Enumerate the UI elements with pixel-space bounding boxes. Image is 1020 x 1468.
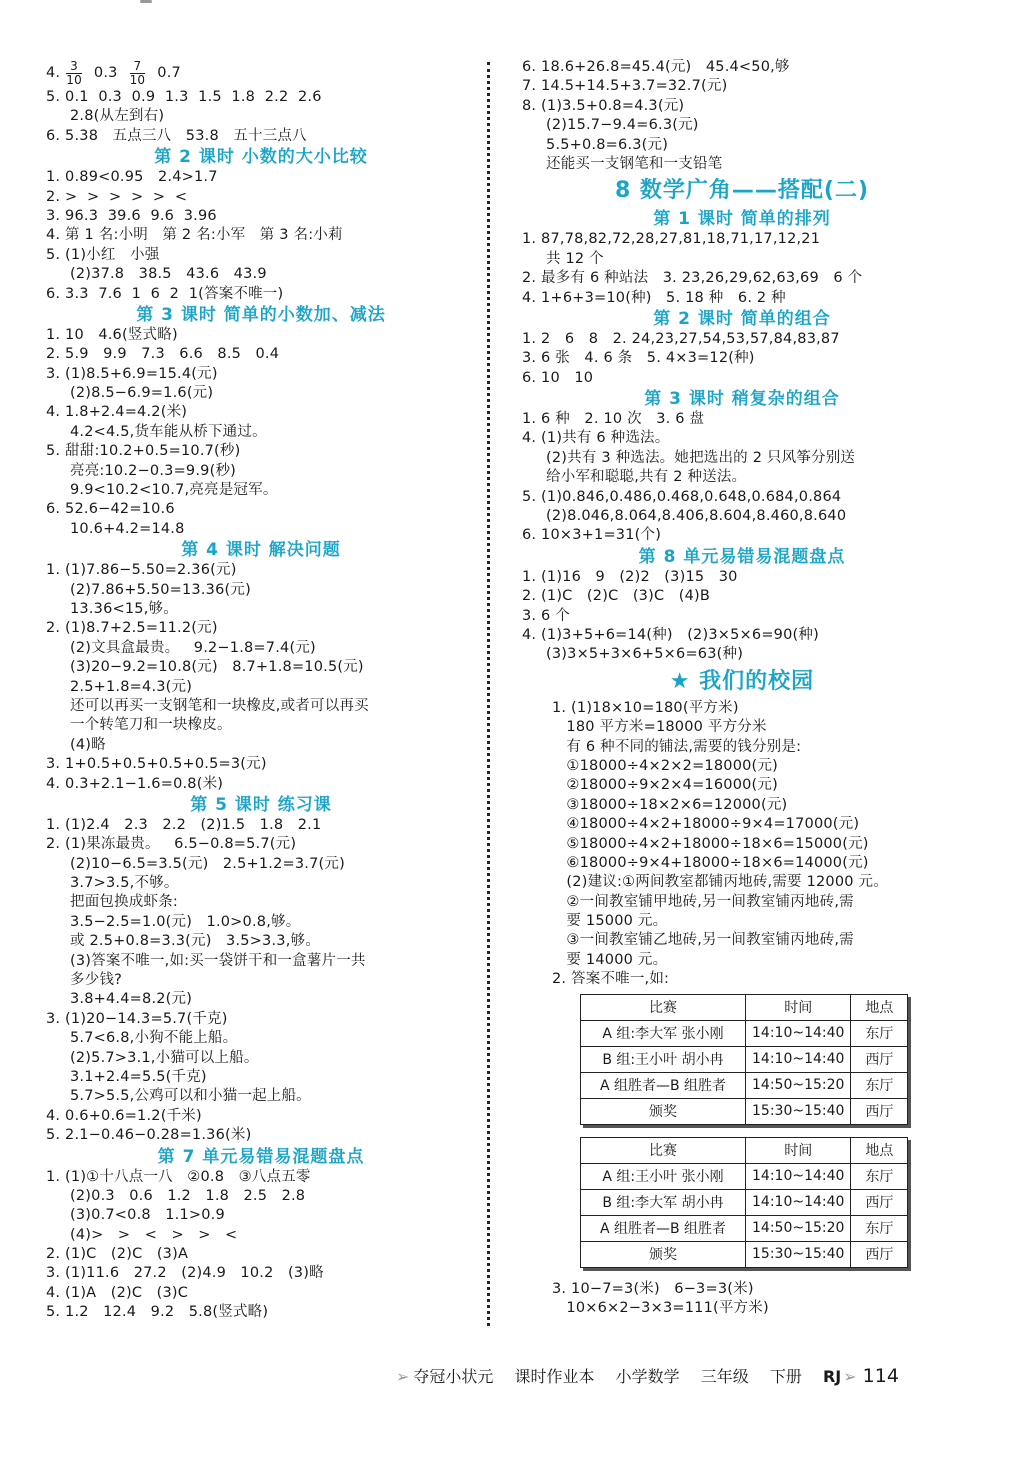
- table-cell: 西厅: [851, 1098, 908, 1124]
- fraction-numerator: 7: [130, 60, 146, 74]
- table-cell: 14:10~14:40: [746, 1163, 851, 1189]
- answer-line: 给小军和聪聪,共有 2 种送法。: [546, 469, 747, 486]
- section-heading: 第 3 课时 稍复杂的组合: [644, 389, 840, 410]
- answer-line: 3.7>3.5,不够。: [70, 875, 179, 892]
- answer-line: ②18000÷9×2×4=16000(元): [552, 777, 778, 794]
- table-row: [581, 1215, 908, 1241]
- table-header-cell: 地点: [851, 1137, 908, 1163]
- answer-line: 或 2.5+0.8=3.3(元) 3.5>3.3,够。: [70, 933, 320, 950]
- table-cell: A 组:王小叶 张小刚: [581, 1163, 746, 1189]
- answer-line: (3)3×5+3×6+5×6=63(种): [546, 646, 744, 663]
- answer-line: 1. 10 4.6(竖式略): [46, 326, 178, 343]
- answer-line: 3.8+4.4=8.2(元): [70, 991, 193, 1008]
- answer-line: 4.2<4.5,货车能从桥下通过。: [70, 423, 267, 440]
- table-row: [581, 1020, 908, 1046]
- table-row: [581, 1072, 908, 1098]
- answer-line: 3. (1)20−14.3=5.7(千克): [46, 1010, 228, 1027]
- answer-line: 5. 0.1 0.3 0.9 1.3 1.5 1.8 2.2 2.6: [46, 89, 322, 105]
- answer-line: ⑥18000÷9×4+18000÷18×6=14000(元): [552, 854, 869, 871]
- fraction-denominator: 10: [66, 72, 82, 87]
- answer-line: 2.8(从左到右): [70, 108, 165, 125]
- answer-line: [46, 58, 476, 88]
- section-heading: 第 4 课时 解决问题: [181, 540, 341, 561]
- answer-line: 10.6+4.2=14.8: [70, 520, 185, 537]
- table-cell: A 组胜者—B 组胜者: [581, 1215, 746, 1241]
- answer-line: 5.7<6.8,小狗不能上船。: [70, 1030, 238, 1047]
- table-cell: 14:10~14:40: [746, 1189, 851, 1215]
- table-cell: 颁奖: [581, 1098, 746, 1124]
- answer-line: (2)37.8 38.5 43.6 43.9: [70, 266, 267, 283]
- table-cell: 西厅: [851, 1241, 908, 1267]
- answer-line: 4. (1)A (2)C (3)C: [46, 1284, 189, 1301]
- answer-line: 8. (1)3.5+0.8=4.3(元): [522, 97, 685, 114]
- answer-line: 6. 3.3 7.6 1 6 2 1(答案不唯一): [46, 285, 284, 302]
- table-header-cell: 地点: [851, 994, 908, 1020]
- table-cell: 15:30~15:40: [746, 1098, 851, 1124]
- fraction: [66, 60, 82, 87]
- answer-line: ③18000÷18×2×6=12000(元): [552, 796, 788, 813]
- answer-line: 5. (1)小红 小强: [46, 246, 160, 263]
- table-cell: 西厅: [851, 1046, 908, 1072]
- answer-line: 2. (1)8.7+2.5=11.2(元): [46, 620, 218, 637]
- table-cell: 颁奖: [581, 1241, 746, 1267]
- answer-line: 1. (1)18×10=180(平方米): [552, 699, 739, 716]
- answer-line: 3. 6 个: [522, 607, 570, 624]
- answer-line: 6. 10×3+1=31(个): [522, 527, 662, 544]
- answer-line: ①18000÷4×2×2=18000(元): [552, 757, 778, 774]
- answer-line: 3. 10−7=3(米) 6−3=3(米): [552, 1280, 754, 1297]
- schedule-table: [580, 994, 908, 1125]
- answer-line: (3)20−9.2=10.8(元) 8.7+1.8=10.5(元): [70, 659, 364, 676]
- table-row: [581, 1098, 908, 1124]
- answer-line: ⑤18000÷4×2+18000÷18×6=15000(元): [552, 835, 869, 852]
- table-row: [581, 1241, 908, 1267]
- footer-brand: 夺冠小状元: [413, 1367, 494, 1386]
- answer-line: (2)8.5−6.9=1.6(元): [70, 385, 214, 402]
- table-cell: 14:10~14:40: [746, 1046, 851, 1072]
- table-cell: B 组:王小叶 胡小冉: [581, 1046, 746, 1072]
- answer-line: 3.5−2.5=1.0(元) 1.0>0.8,够。: [70, 913, 301, 930]
- answer-line: 2.5+1.8=4.3(元): [70, 678, 193, 695]
- fraction-numerator: 3: [66, 60, 82, 74]
- table-cell: 东厅: [851, 1072, 908, 1098]
- table-header-row: [581, 994, 908, 1020]
- table-cell: A 组:李大军 张小刚: [581, 1020, 746, 1046]
- answer-line: 3.1+2.4=5.5(千克): [70, 1068, 207, 1085]
- table-header-cell: 比赛: [581, 994, 746, 1020]
- answer-line: 5. (1)0.846,0.486,0.468,0.648,0.684,0.864: [522, 488, 842, 505]
- table-header-cell: 比赛: [581, 1137, 746, 1163]
- answer-line: ④18000÷4×2+18000÷9×4=17000(元): [552, 816, 860, 833]
- table-row: [581, 1163, 908, 1189]
- answer-line: 4. 0.6+0.6=1.2(千米): [46, 1107, 202, 1124]
- answer-line: 2. 最多有 6 种站法 3. 23,26,29,62,63,69 6 个: [522, 270, 863, 287]
- answer-line: 4. 1.8+2.4=4.2(米): [46, 404, 188, 421]
- answer-line: 1. (1)7.86−5.50=2.36(元): [46, 562, 237, 579]
- answer-line: 3. 6 张 4. 6 条 5. 4×3=12(种): [522, 350, 755, 367]
- answer-line: 5. 甜甜:10.2+0.5=10.7(秒): [46, 443, 241, 460]
- left-column: [46, 58, 476, 1323]
- answer-line: 4. (1)3+5+6=14(种) (2)3×5×6=90(种): [522, 626, 819, 643]
- answer-line: 1. 2 6 8 2. 24,23,27,54,53,57,84,83,87: [522, 330, 840, 347]
- table-cell: 东厅: [851, 1163, 908, 1189]
- answer-line: 1. (1)2.4 2.3 2.2 (2)1.5 1.8 2.1: [46, 816, 322, 833]
- footer-subject: 小学数学: [615, 1367, 680, 1386]
- table-cell: 14:50~15:20: [746, 1072, 851, 1098]
- answer-line: 多少钱?: [70, 972, 122, 989]
- table-cell: 15:30~15:40: [746, 1241, 851, 1267]
- fraction: [130, 60, 146, 87]
- answer-line: 4. 1+6+3=10(种) 5. 18 种 6. 2 种: [522, 289, 786, 306]
- answer-line: (2)10−6.5=3.5(元) 2.5+1.2=3.7(元): [70, 855, 345, 872]
- table-header-cell: 时间: [746, 1137, 851, 1163]
- answer-line: 5.7>5.5,公鸡可以和小猫一起上船。: [70, 1088, 311, 1105]
- answer-value: 0.3: [93, 65, 118, 81]
- answer-line: 2. 答案不唯一,如:: [552, 971, 670, 988]
- section-heading: 第 8 单元易错易混题盘点: [638, 546, 846, 567]
- section-heading: 8 数学广角——搭配(二): [614, 178, 870, 204]
- answer-line: 2. 5.9 9.9 7.3 6.6 8.5 0.4: [46, 346, 280, 363]
- page-footer: [396, 1364, 915, 1387]
- column-divider: [487, 62, 490, 1326]
- section-heading: 第 1 课时 简单的排列: [653, 209, 831, 230]
- answer-line: (2)共有 3 种选法。她把选出的 2 只风筝分别送: [546, 449, 856, 466]
- answer-line: (3)0.7<0.8 1.1>0.9: [70, 1207, 225, 1224]
- answer-line: 4. 0.3+2.1−1.6=0.8(米): [46, 775, 224, 792]
- answer-value: 0.7: [157, 65, 181, 81]
- answer-line: 还可以再买一支钢笔和一块橡皮,或者可以再买: [70, 697, 369, 714]
- answer-line: 2. (1)C (2)C (3)A: [46, 1246, 189, 1263]
- answer-line: 1. 0.89<0.95 2.4>1.7: [46, 169, 218, 186]
- right-column: [522, 58, 962, 1318]
- section-heading: 第 3 课时 简单的小数加、减法: [136, 304, 386, 325]
- answer-line: 6. 5.38 五点三八 53.8 五十三点八: [46, 127, 307, 144]
- table-row: [581, 1046, 908, 1072]
- fraction-denominator: 10: [129, 72, 146, 87]
- answer-line: 亮亮:10.2−0.3=9.9(秒): [70, 462, 237, 479]
- answer-line: 5. 2.1−0.46−0.28=1.36(米): [46, 1127, 252, 1144]
- answer-line: 2. (1)果冻最贵。 6.5−0.8=5.7(元): [46, 836, 297, 853]
- table-row: [581, 1189, 908, 1215]
- top-mark: [140, 0, 152, 3]
- answer-line: 把面包换成虾条:: [70, 894, 178, 911]
- answer-line: (2)文具盒最贵。 9.2−1.8=7.4(元): [70, 639, 316, 656]
- answer-line: 1. 6 种 2. 10 次 3. 6 盘: [522, 411, 705, 428]
- answer-line: ②一间教室铺甲地砖,另一间教室铺丙地砖,需: [552, 893, 854, 910]
- table-cell: 14:10~14:40: [746, 1020, 851, 1046]
- table-cell: A 组胜者—B 组胜者: [581, 1072, 746, 1098]
- question-number: 4.: [46, 65, 61, 81]
- answer-line: 3. 1+0.5+0.5+0.5+0.5=3(元): [46, 756, 267, 773]
- answer-line: 3. (1)11.6 27.2 (2)4.9 10.2 (3)略: [46, 1265, 324, 1282]
- answer-line: (4)> > < > > <: [70, 1226, 238, 1243]
- answer-line: 9.9<10.2<10.7,亮亮是冠军。: [70, 482, 278, 499]
- section-heading: 第 2 课时 小数的大小比较: [154, 147, 368, 168]
- answer-line: 5. 1.2 12.4 9.2 5.8(竖式略): [46, 1304, 269, 1321]
- section-heading: 第 2 课时 简单的组合: [653, 308, 831, 329]
- answer-line: 4. 第 1 名:小明 第 2 名:小军 第 3 名:小莉: [46, 227, 343, 244]
- answer-line: 10×6×2−3×3=111(平方米): [552, 1300, 769, 1317]
- answer-line: 3. (1)8.5+6.9=15.4(元): [46, 365, 218, 382]
- footer-edition: RJ: [822, 1367, 842, 1386]
- answer-line: (2)0.3 0.6 1.2 1.8 2.5 2.8: [70, 1187, 306, 1204]
- answer-line: 2. (1)C (2)C (3)C (4)B: [522, 588, 711, 605]
- answer-line: (2)15.7−9.4=6.3(元): [546, 117, 699, 134]
- answer-line: 1. 87,78,82,72,28,27,81,18,71,17,12,21: [522, 231, 821, 248]
- answer-line: (2)建议:①两间教室都铺丙地砖,需要 12000 元。: [552, 874, 888, 891]
- footer-arrow-icon: ➢: [396, 1367, 410, 1386]
- page-number: 114: [862, 1365, 899, 1387]
- answer-line: 要 14000 元。: [552, 951, 668, 968]
- answer-line: 6. 52.6−42=10.6: [46, 501, 175, 518]
- footer-volume: 下册: [769, 1367, 802, 1386]
- answer-line: 7. 14.5+14.5+3.7=32.7(元): [522, 78, 728, 95]
- table-cell: B 组:李大军 胡小冉: [581, 1189, 746, 1215]
- answer-line: 5.5+0.8=6.3(元): [546, 136, 669, 153]
- schedule-table: [580, 1137, 908, 1268]
- table-cell: 西厅: [851, 1189, 908, 1215]
- answer-line: 180 平方米=18000 平方分米: [552, 719, 767, 736]
- answer-line: (4)略: [70, 736, 106, 753]
- section-heading: 第 5 课时 练习课: [190, 794, 332, 815]
- answer-line: 3. 96.3 39.6 9.6 3.96: [46, 207, 217, 224]
- answer-line: 2. > > > > > <: [46, 188, 188, 205]
- answer-line: 13.36<15,够。: [70, 600, 178, 617]
- answer-line: 1. (1)16 9 (2)2 (3)15 30: [522, 568, 738, 585]
- footer-book: 课时作业本: [514, 1367, 595, 1386]
- section-heading: ★ 我们的校园: [669, 668, 815, 694]
- table-header-cell: 时间: [746, 994, 851, 1020]
- answer-line: 有 6 种不同的铺法,需要的钱分别是:: [552, 738, 802, 755]
- answer-line: 要 15000 元。: [552, 913, 668, 930]
- footer-arrow-icon: ➢: [843, 1367, 857, 1386]
- answer-line: (2)7.86+5.50=13.36(元): [70, 581, 251, 598]
- table-cell: 东厅: [851, 1215, 908, 1241]
- answer-line: (2)5.7>3.1,小猫可以上船。: [70, 1049, 259, 1066]
- answer-line: 共 12 个: [546, 250, 604, 267]
- table-cell: 东厅: [851, 1020, 908, 1046]
- answer-line: (2)8.046,8.064,8.406,8.604,8.460,8.640: [546, 508, 847, 525]
- answer-line: 一个转笔刀和一块橡皮。: [70, 717, 232, 734]
- table-header-row: [581, 1137, 908, 1163]
- answer-line: 1. (1)①十八点一八 ②0.8 ③八点五零: [46, 1168, 311, 1185]
- answer-line: 4. (1)共有 6 种选法。: [522, 430, 670, 447]
- answer-line: 还能买一支钢笔和一支铅笔: [546, 155, 723, 172]
- footer-grade: 三年级: [700, 1367, 749, 1386]
- section-heading: 第 7 单元易错易混题盘点: [157, 1146, 365, 1167]
- table-cell: 14:50~15:20: [746, 1215, 851, 1241]
- answer-line: (3)答案不唯一,如:买一袋饼干和一盒薯片一共: [70, 952, 366, 969]
- answer-line: ③一间教室铺乙地砖,另一间教室铺丙地砖,需: [552, 932, 854, 949]
- answer-line: 6. 10 10: [522, 369, 594, 386]
- answer-line: 6. 18.6+26.8=45.4(元) 45.4<50,够: [522, 59, 790, 75]
